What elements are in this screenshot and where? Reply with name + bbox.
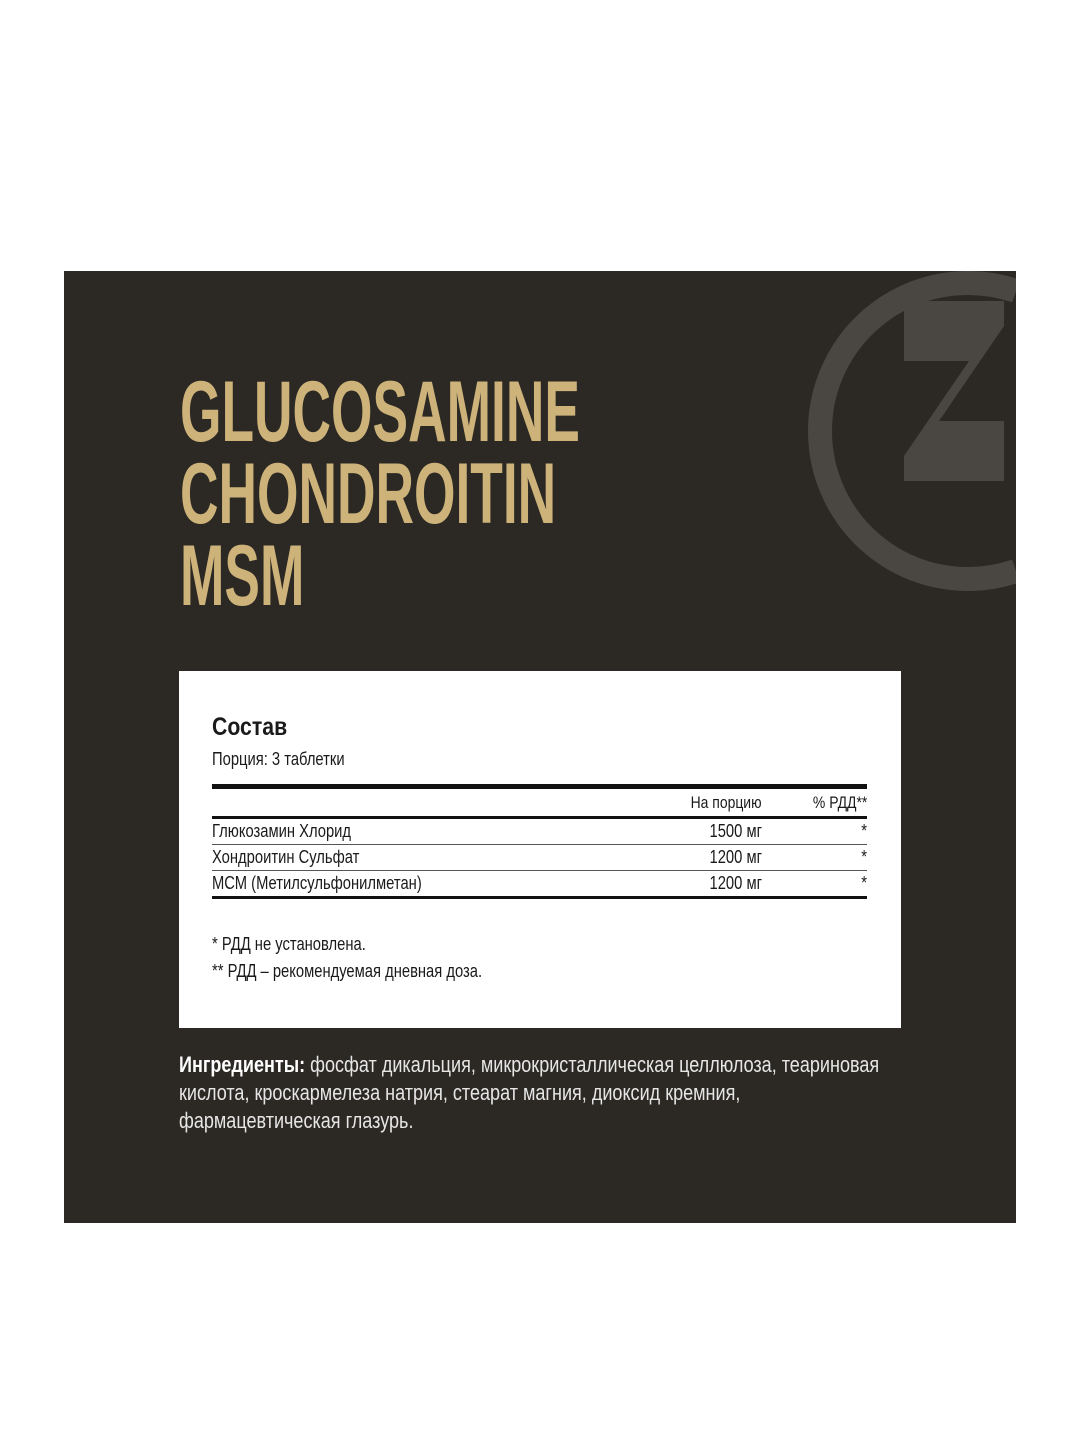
footnote-rdd-not-set: * РДД не установлена. (212, 934, 366, 954)
nutrition-table (212, 784, 867, 899)
ingredients-line-1 (179, 1051, 901, 1079)
brand-logo-icon (764, 271, 1016, 591)
title-line-2: CHONDROITIN (180, 446, 557, 542)
product-card (64, 271, 1016, 1223)
column-per-serving: На порцию (691, 793, 762, 812)
table-header-row (212, 789, 867, 816)
row-amount: 1200 мг (709, 873, 762, 893)
footnotes (212, 931, 482, 985)
row-amount: 1200 мг (709, 847, 762, 867)
composition-panel (179, 671, 901, 1028)
row-rdd: * (861, 821, 867, 841)
row-amount: 1500 мг (709, 821, 762, 841)
row-name: МСМ (Метилсульфонилметан) (212, 873, 422, 893)
table-rule-bottom (212, 896, 867, 899)
title-line-1: GLUCOSAMINE (180, 364, 580, 460)
serving-size: Порция: 3 таблетки (212, 749, 345, 769)
footnote-rdd-definition: ** РДД – рекомендуемая дневная доза. (212, 961, 483, 981)
ingredients-label: Ингредиенты: (179, 1052, 306, 1077)
product-title (180, 364, 580, 624)
row-name: Хондроитин Сульфат (212, 847, 360, 867)
table-row (212, 845, 867, 870)
table-row (212, 819, 867, 844)
column-rdd: % РДД** (812, 793, 867, 812)
ingredients-line-2: кислота, кроскармелеза натрия, стеарат магния, диоксид кремния, (179, 1080, 741, 1105)
row-rdd: * (861, 847, 867, 867)
title-line-3: MSM (180, 528, 305, 624)
ingredients-text (179, 1051, 901, 1135)
table-row (212, 871, 867, 896)
ingredients-line-1-text: фосфат дикальция, микрокристаллическая целлюлоза, теариновая (305, 1052, 880, 1077)
composition-heading: Состав (212, 713, 288, 741)
row-rdd: * (861, 873, 867, 893)
ingredients-line-3: фармацевтическая глазурь. (179, 1108, 414, 1133)
row-name: Глюкозамин Хлорид (212, 821, 352, 841)
